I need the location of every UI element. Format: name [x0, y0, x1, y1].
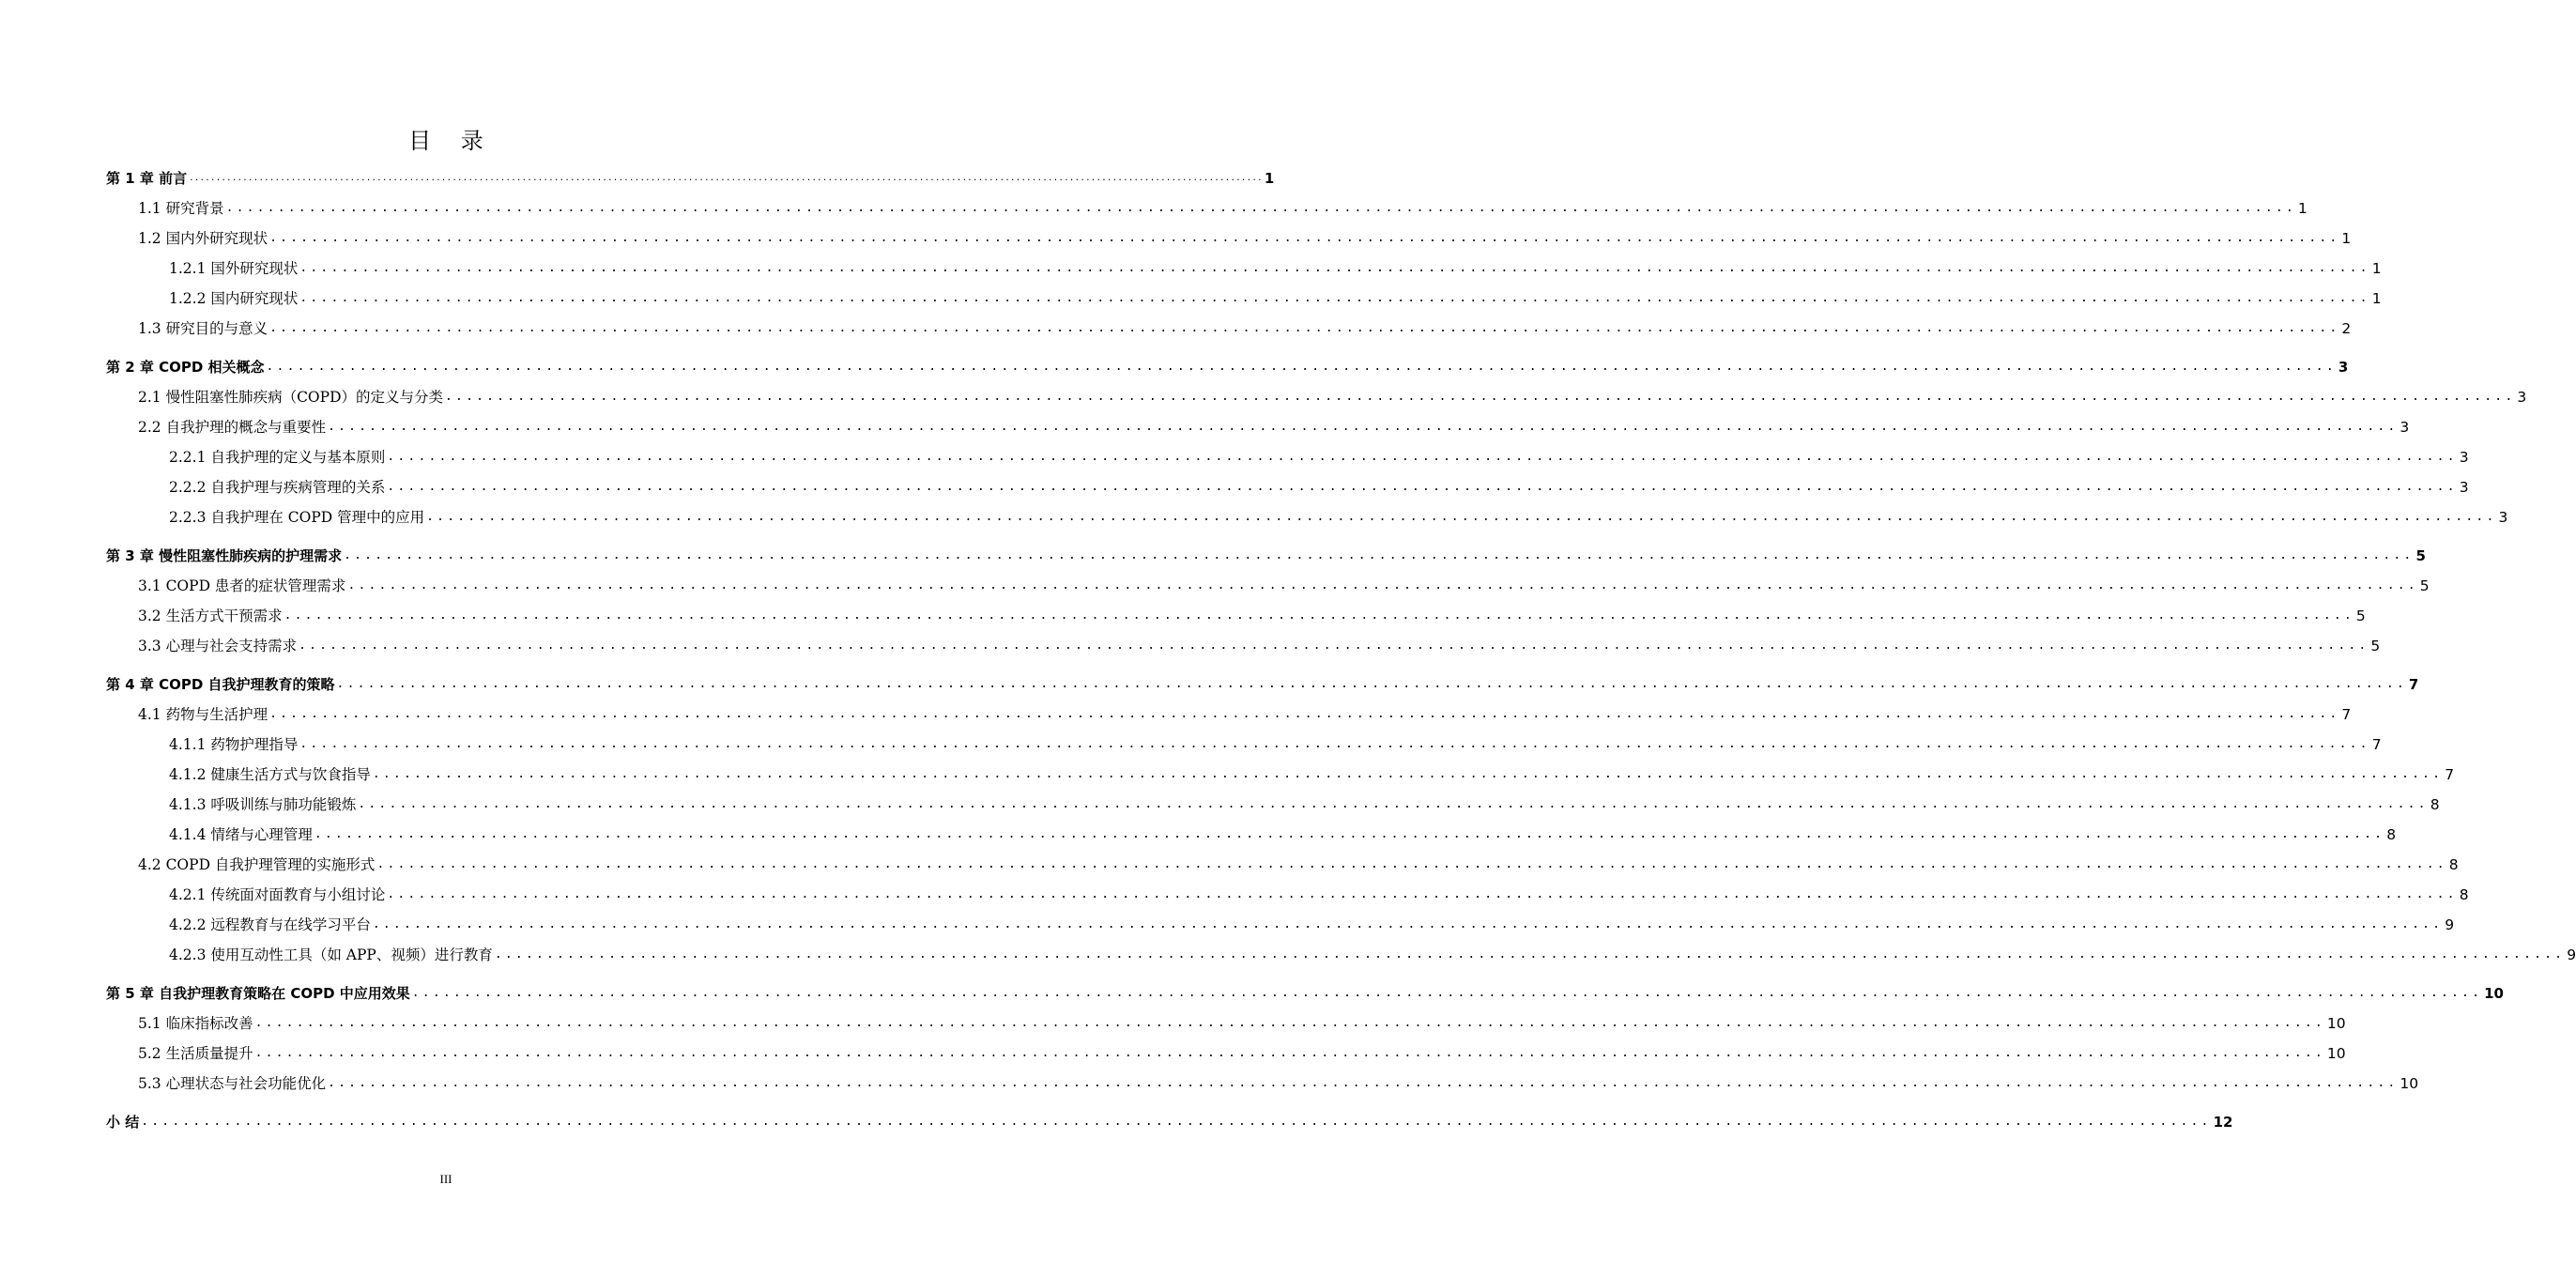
- dot-leader: ........................................................................................................................................................................................................: [344, 548, 2415, 562]
- toc-entry[interactable]: [138, 855, 2459, 874]
- toc-entry[interactable]: [106, 1113, 2233, 1131]
- toc-entry-page: 1: [1264, 170, 1275, 187]
- toc-entry[interactable]: [138, 1044, 2346, 1063]
- toc-entry-title: 1.1 研究背景: [138, 200, 224, 217]
- dot-leader: ........................................................................................................................................................................................................: [387, 887, 2458, 901]
- toc-entry[interactable]: [169, 508, 2508, 527]
- toc-entry-title: 小 结: [106, 1114, 140, 1131]
- toc-entry[interactable]: [169, 765, 2455, 784]
- dot-leader: ........................................................................................................................................................................................................: [299, 261, 2370, 275]
- toc-entry-page: 1: [2371, 290, 2382, 307]
- toc-entry-title: 4.2.3 使用互动性工具（如 APP、视频）进行教育: [169, 946, 493, 963]
- toc-entry-page: 1: [2371, 260, 2382, 277]
- toc-entry[interactable]: [138, 1014, 2346, 1033]
- toc-entry[interactable]: [138, 577, 2430, 595]
- toc-entry[interactable]: [138, 1074, 2419, 1093]
- toc-entry-page: 3: [2338, 359, 2349, 376]
- dot-leader: ........................................................................................................................................................................................................: [372, 917, 2444, 931]
- toc-entry-page: 5: [2355, 608, 2366, 624]
- toc-entry-title: 4.2.2 远程教育与在线学习平台: [169, 916, 371, 933]
- page-number: III: [439, 1172, 452, 1186]
- toc-entry-title: 2.2 自我护理的概念与重要性: [138, 419, 327, 436]
- dot-leader: ........................................................................................................................................................................................................: [358, 797, 2429, 811]
- toc-entry-title: 5.1 临床指标改善: [138, 1015, 253, 1032]
- dot-leader: ........................................................................................................................................................................................................: [328, 420, 2399, 434]
- dot-leader: ........................................................................................................................................................................................................: [269, 231, 2340, 245]
- toc-entry[interactable]: [169, 916, 2455, 934]
- page-title: 目 录: [408, 128, 495, 154]
- dot-leader: ........................................................................................................................................................................................................: [269, 707, 2340, 721]
- toc-entry[interactable]: [106, 984, 2504, 1003]
- toc-entry-title: 5.2 生活质量提升: [138, 1045, 253, 1062]
- dot-leader: ........................................................................................................................................................................................................: [387, 450, 2458, 464]
- toc-entry[interactable]: [169, 946, 2576, 964]
- dot-leader: ........................................................................................................................................................................................................: [328, 1076, 2399, 1090]
- toc-entry[interactable]: [138, 229, 2352, 248]
- toc-entry-page: 5: [2415, 547, 2426, 564]
- toc-entry[interactable]: [106, 169, 1275, 188]
- dot-leader: ........................................................................................................................................................................................................: [254, 1046, 2325, 1060]
- toc-entry[interactable]: [169, 735, 2382, 754]
- toc-entry-title: 4.1.2 健康生活方式与饮食指导: [169, 766, 371, 783]
- dot-leader: ........................................................................................................................................................................................................: [314, 827, 2385, 841]
- toc-entry-page: 1: [2297, 200, 2308, 217]
- dot-leader: ........................................................................................................................................................................................................: [254, 1016, 2325, 1030]
- toc-entry-title: 第 5 章 自我护理教育策略在 COPD 中应用效果: [106, 985, 410, 1002]
- toc-entry-page: 3: [2400, 419, 2410, 436]
- toc-entry[interactable]: [169, 289, 2382, 308]
- toc-entry[interactable]: [138, 388, 2527, 407]
- toc-entry-title: 3.2 生活方式干预需求: [138, 608, 283, 624]
- toc-entry-page: 10: [2326, 1045, 2346, 1062]
- toc-entry-title: 4.2 COPD 自我护理管理的实施形式: [138, 856, 376, 873]
- toc-entry-page: 8: [2430, 796, 2440, 813]
- toc-entry[interactable]: [169, 259, 2382, 278]
- toc-entry-page: 7: [2408, 676, 2419, 693]
- toc-entry-page: 5: [2419, 577, 2430, 594]
- toc-entry-page: 9: [2567, 946, 2576, 963]
- toc-entry-title: 第 3 章 慢性阻塞性肺疾病的护理需求: [106, 547, 343, 564]
- toc-entry-page: 7: [2445, 766, 2455, 783]
- dot-leader: ........................................................................................................................................................................................................: [189, 174, 1263, 183]
- toc-entry[interactable]: [169, 825, 2397, 844]
- toc-entry-title: 2.2.1 自我护理的定义与基本原则: [169, 449, 386, 466]
- toc-entry-page: 7: [2371, 736, 2382, 753]
- toc-entry-title: 第 2 章 COPD 相关概念: [106, 359, 265, 376]
- toc-entry-page: 3: [2498, 509, 2508, 526]
- toc-entry-page: 8: [2448, 856, 2459, 873]
- dot-leader: ........................................................................................................................................................................................................: [299, 639, 2369, 653]
- toc-entry-page: 3: [2459, 479, 2469, 496]
- toc-entry-page: 8: [2459, 886, 2469, 903]
- toc-entry-title: 2.2.2 自我护理与疾病管理的关系: [169, 479, 386, 496]
- toc-entry-title: 1.2.2 国内研究现状: [169, 290, 299, 307]
- toc-entry-title: 2.1 慢性阻塞性肺疾病（COPD）的定义与分类: [138, 389, 444, 406]
- toc-entry[interactable]: [106, 675, 2419, 694]
- toc-entry-page: 2: [2341, 320, 2352, 337]
- dot-leader: ........................................................................................................................................................................................................: [336, 677, 2407, 691]
- toc-entry-page: 3: [2459, 449, 2469, 466]
- toc-entry[interactable]: [169, 478, 2469, 497]
- dot-leader: ........................................................................................................................................................................................................: [372, 767, 2444, 781]
- toc-entry-page: 8: [2386, 826, 2397, 843]
- toc-entry[interactable]: [138, 418, 2410, 437]
- toc-entry-title: 4.1.3 呼吸训练与肺功能锻炼: [169, 796, 357, 813]
- toc-entry-title: 5.3 心理状态与社会功能优化: [138, 1075, 327, 1092]
- toc-entry-page: 9: [2445, 916, 2455, 933]
- toc-entry-title: 1.2.1 国外研究现状: [169, 260, 299, 277]
- toc-entry-title: 1.3 研究目的与意义: [138, 320, 268, 337]
- dot-leader: ........................................................................................................................................................................................................: [266, 360, 2337, 374]
- dot-leader: ........................................................................................................................................................................................................: [347, 578, 2418, 593]
- dot-leader: ........................................................................................................................................................................................................: [299, 737, 2370, 751]
- toc-entry-title: 2.2.3 自我护理在 COPD 管理中的应用: [169, 509, 425, 526]
- toc-entry[interactable]: [169, 885, 2469, 904]
- toc-entry[interactable]: [138, 637, 2381, 655]
- toc-entry-page: 10: [2326, 1015, 2346, 1032]
- dot-leader: ........................................................................................................................................................................................................: [494, 947, 2566, 962]
- dot-leader: ........................................................................................................................................................................................................: [225, 201, 2296, 215]
- toc-entry-title: 第 1 章 前言: [106, 170, 188, 187]
- dot-leader: ........................................................................................................................................................................................................: [411, 986, 2483, 1000]
- toc-entry[interactable]: [138, 319, 2352, 338]
- toc-entry[interactable]: [138, 705, 2352, 724]
- toc-entry-title: 第 4 章 COPD 自我护理教育的策略: [106, 676, 335, 693]
- toc-entry[interactable]: [106, 358, 2349, 377]
- toc-entry-title: 4.1.4 情绪与心理管理: [169, 826, 313, 843]
- dot-leader: ........................................................................................................................................................................................................: [141, 1115, 2212, 1129]
- toc-entry[interactable]: [169, 448, 2469, 467]
- dot-leader: ........................................................................................................................................................................................................: [426, 510, 2497, 524]
- toc-entry[interactable]: [138, 607, 2366, 625]
- toc-entry-page: 3: [2517, 389, 2527, 406]
- dot-leader: ........................................................................................................................................................................................................: [284, 608, 2354, 623]
- dot-leader: ........................................................................................................................................................................................................: [269, 321, 2340, 335]
- toc-entry-page: 12: [2213, 1114, 2233, 1131]
- toc-entry-title: 4.1.1 药物护理指导: [169, 736, 299, 753]
- toc-entry-page: 7: [2341, 706, 2352, 723]
- dot-leader: ........................................................................................................................................................................................................: [387, 480, 2458, 494]
- dot-leader: ........................................................................................................................................................................................................: [376, 857, 2447, 871]
- toc-entry-page: 10: [2400, 1075, 2419, 1092]
- toc-entry[interactable]: [138, 199, 2308, 218]
- toc-entry-title: 1.2 国内外研究现状: [138, 230, 268, 247]
- toc-entry-title: 4.2.1 传统面对面教育与小组讨论: [169, 886, 386, 903]
- toc-entry-title: 4.1 药物与生活护理: [138, 706, 268, 723]
- toc-entry-title: 3.1 COPD 患者的症状管理需求: [138, 577, 346, 594]
- dot-leader: ........................................................................................................................................................................................................: [299, 291, 2370, 305]
- toc-entry[interactable]: [169, 795, 2440, 814]
- toc-entry-page: 5: [2370, 638, 2381, 654]
- toc-entry[interactable]: [106, 546, 2426, 565]
- toc-entry-page: 10: [2484, 985, 2504, 1002]
- toc-entry-page: 1: [2341, 230, 2352, 247]
- dot-leader: ........................................................................................................................................................................................................: [445, 390, 2516, 404]
- toc-entry-title: 3.3 心理与社会支持需求: [138, 638, 298, 654]
